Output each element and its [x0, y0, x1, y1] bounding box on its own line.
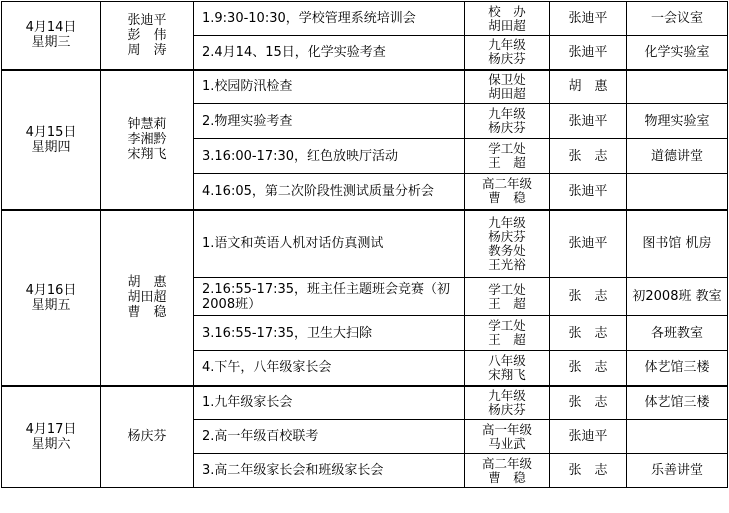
org-line: 校 办	[488, 3, 526, 19]
date-cell	[2, 210, 101, 386]
location-cell	[627, 174, 728, 210]
org-line: 杨庆芬	[488, 401, 526, 417]
org-line: 学工处	[488, 141, 526, 156]
org-line: 九年级	[488, 37, 526, 53]
date: 4月16日	[25, 282, 77, 298]
org-line: 宋翔飞	[488, 366, 526, 382]
org-cell	[465, 210, 550, 278]
location-cell: 道德讲堂	[627, 139, 728, 174]
duty-person: 胡田超	[127, 290, 167, 305]
weekday: 星期六	[31, 436, 71, 452]
weekday: 星期四	[31, 139, 71, 155]
org-cell	[465, 454, 550, 488]
location-cell: 化学实验室	[627, 36, 728, 70]
lead-cell: 张迪平	[550, 420, 627, 454]
table-row	[2, 2, 728, 36]
org-cell	[465, 278, 550, 316]
schedule-table	[1, 1, 728, 488]
date: 4月17日	[25, 421, 77, 437]
org-cell	[465, 36, 550, 70]
date: 4月15日	[25, 124, 77, 140]
duty-person: 张迪平	[127, 12, 167, 28]
org-line: 学工处	[488, 318, 526, 333]
item-text: 1.九年级家长会	[194, 386, 465, 420]
item-text: 2.高一年级百校联考	[194, 420, 465, 454]
item-text: 2.16:55-17:35，班主任主题班会竞赛（初2008班）	[194, 278, 465, 316]
item-text: 3.高二年级家长会和班级家长会	[194, 454, 465, 488]
location-cell: 乐善讲堂	[627, 454, 728, 488]
location-cell: 体艺馆三楼	[627, 386, 728, 420]
weekday: 星期五	[31, 297, 71, 313]
lead-cell: 张 志	[550, 278, 627, 316]
table-row	[2, 210, 728, 278]
location-cell: 物理实验室	[627, 104, 728, 139]
org-line: 学工处	[488, 281, 526, 297]
lead-cell: 张迪平	[550, 104, 627, 139]
duty-person: 周 涛	[127, 42, 167, 58]
date-cell	[2, 386, 101, 488]
date-cell	[2, 70, 101, 210]
location-cell: 各班教室	[627, 316, 728, 351]
org-cell	[465, 104, 550, 139]
org-line: 九年级	[488, 214, 526, 230]
org-line: 高二年级	[481, 176, 532, 192]
item-text: 3.16:00-17:30，红色放映厅活动	[194, 139, 465, 174]
org-line: 保卫处	[488, 71, 526, 87]
org-cell	[465, 316, 550, 351]
duty-person: 李湘黔	[127, 132, 167, 147]
org-line: 杨庆芬	[488, 120, 526, 135]
org-line: 高一年级	[481, 421, 532, 437]
duty-person: 彭 伟	[127, 27, 167, 43]
org-line: 八年级	[488, 352, 526, 368]
org-cell	[465, 420, 550, 454]
org-line: 王光裕	[488, 256, 526, 272]
lead-cell: 张 志	[550, 454, 627, 488]
org-cell	[465, 2, 550, 36]
org-cell	[465, 139, 550, 174]
org-line: 王 超	[488, 332, 526, 347]
duty-person: 钟慧莉	[127, 117, 167, 132]
lead-cell: 张迪平	[550, 210, 627, 278]
item-text: 4.下午，八年级家长会	[194, 351, 465, 386]
lead-cell: 张 志	[550, 139, 627, 174]
lead-cell: 张迪平	[550, 174, 627, 210]
date-cell	[2, 2, 101, 70]
item-text: 4.16:05，第二次阶段性测试质量分析会	[194, 174, 465, 210]
lead-cell: 张迪平	[550, 36, 627, 70]
org-cell	[465, 70, 550, 104]
location-cell	[627, 70, 728, 104]
weekday: 星期三	[31, 35, 71, 51]
item-text: 3.16:55-17:35，卫生大扫除	[194, 316, 465, 351]
lead-cell: 张迪平	[550, 2, 627, 36]
org-line: 王 超	[488, 155, 526, 170]
org-line: 高二年级	[481, 455, 532, 471]
location-cell: 体艺馆三楼	[627, 351, 728, 386]
org-line: 九年级	[488, 387, 526, 403]
lead-cell: 张 志	[550, 386, 627, 420]
org-cell	[465, 386, 550, 420]
location-cell: 一会议室	[627, 2, 728, 36]
duty-cell	[101, 386, 194, 488]
org-line: 九年级	[488, 106, 526, 121]
location-cell	[627, 420, 728, 454]
duty-person: 曹 稳	[127, 305, 167, 320]
item-text: 1.语文和英语人机对话仿真测试	[194, 210, 465, 278]
org-cell	[465, 174, 550, 210]
org-line: 胡田超	[488, 85, 526, 101]
location-cell: 初2008班 教室	[627, 278, 728, 316]
item-text: 1.9:30-10:30，学校管理系统培训会	[194, 2, 465, 36]
lead-cell: 张 志	[550, 351, 627, 386]
duty-person: 杨庆芬	[127, 429, 167, 445]
date: 4月14日	[25, 20, 77, 36]
org-line: 王 超	[488, 295, 526, 311]
duty-cell	[101, 2, 194, 70]
location-cell: 图书馆 机房	[627, 210, 728, 278]
duty-person: 胡 惠	[127, 275, 167, 290]
lead-cell: 张 志	[550, 316, 627, 351]
item-text: 2.4月14、15日，化学实验考查	[194, 36, 465, 70]
item-text: 1.校园防汛检查	[194, 70, 465, 104]
lead-cell: 胡 惠	[550, 70, 627, 104]
duty-cell	[101, 70, 194, 210]
org-cell	[465, 351, 550, 386]
org-line: 马业武	[488, 435, 526, 451]
duty-person: 宋翔飞	[127, 147, 167, 162]
org-line: 曹 稳	[488, 469, 526, 485]
table-row	[2, 386, 728, 420]
org-line: 教务处	[488, 242, 526, 258]
org-line: 杨庆芬	[488, 51, 526, 67]
org-line: 曹 稳	[488, 190, 526, 206]
org-line: 胡田超	[488, 17, 526, 33]
table-row	[2, 70, 728, 104]
item-text: 2.物理实验考查	[194, 104, 465, 139]
duty-cell	[101, 210, 194, 386]
org-line: 杨庆芬	[488, 228, 526, 244]
